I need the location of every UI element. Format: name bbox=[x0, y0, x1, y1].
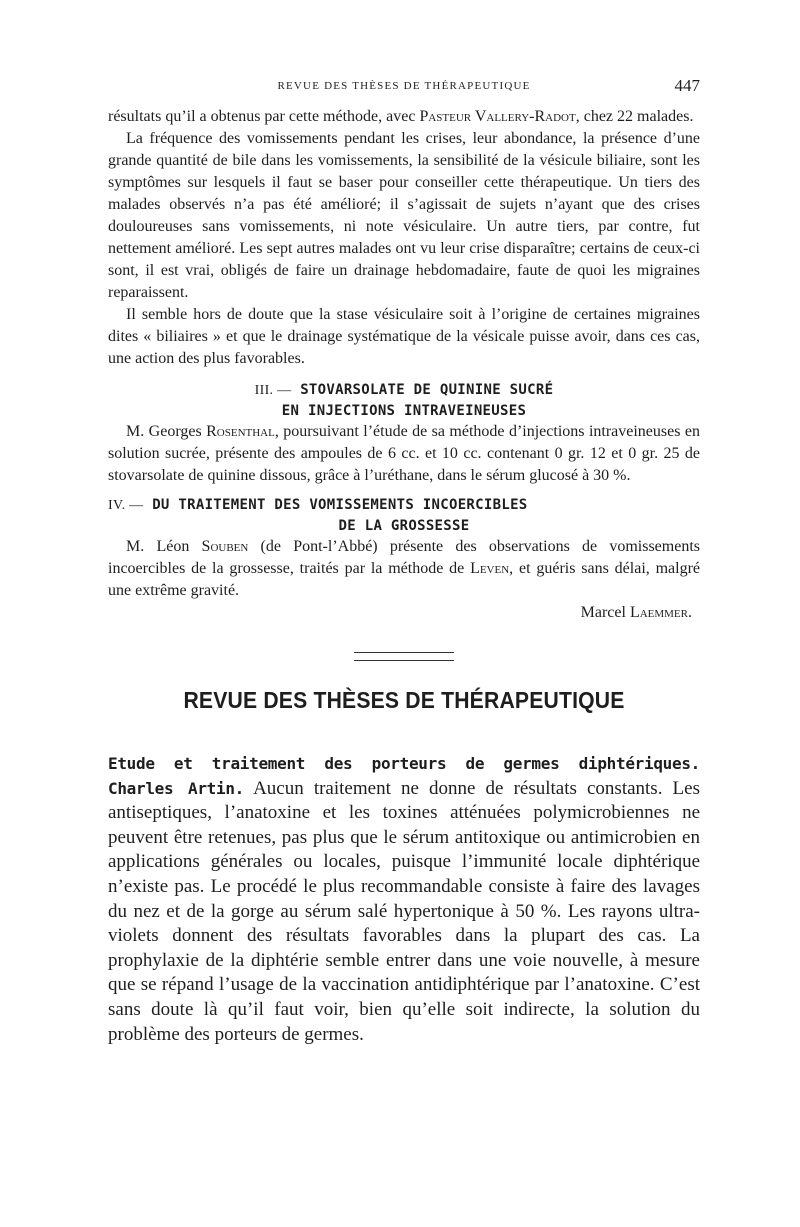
section-4-title-line-1: DU TRAITEMENT DES VOMISSEMENTS INCOERCIBLES bbox=[152, 497, 528, 513]
thesis-paragraph bbox=[108, 752, 700, 1047]
section-4-number: IV. — bbox=[108, 498, 144, 513]
paragraph-1 bbox=[108, 106, 700, 128]
section-divider bbox=[108, 640, 700, 661]
running-title: REVUE DES THÈSES DE THÉRAPEUTIQUE bbox=[277, 80, 531, 92]
thesis-review bbox=[108, 752, 700, 1047]
section-3-text-a: M. Georges bbox=[126, 423, 207, 440]
divider-rule-bottom bbox=[354, 660, 454, 661]
signature-first-name: Marcel bbox=[580, 604, 630, 621]
main-title: REVUE DES THÈSES DE THÉRAPEUTIQUE bbox=[183, 687, 625, 713]
section-3-number: III. — bbox=[254, 383, 292, 398]
document-page bbox=[108, 76, 700, 1047]
divider-rule-top bbox=[354, 652, 454, 653]
section-3-text-b: , poursuivant l’étude de sa méthode d’injections intraveineuses en solution sucrée, présente des ampoules de 6 cc. et 10 cc. contenant 0 gr. 12 et 0 gr. 25 de stovarsolate de quinine dissous, grâce à l’uréthane, dans le sérum glucosé à 30 %. bbox=[108, 423, 701, 484]
signature bbox=[108, 602, 700, 624]
thesis-title: Etude et traitement des porteurs de germes diphtériques. Charles Artin. bbox=[108, 754, 700, 798]
paragraph-3: Il semble hors de doute que la stase vésiculaire soit à l’origine de certaines migraines dites « biliaires » et que le drainage systématique de la vésicale puisse avoir, dans ces cas, une action des plus favorables. bbox=[108, 306, 700, 367]
signature-last-name: Laemmer. bbox=[629, 604, 692, 621]
top-article-body bbox=[108, 106, 700, 624]
author-leven: Leven bbox=[470, 560, 510, 577]
section-3-title-line-1: STOVARSOLATE DE QUININE SUCRÉ bbox=[300, 382, 554, 398]
section-3-title-line-2: EN INJECTIONS INTRAVEINEUSES bbox=[281, 403, 527, 419]
section-4-text-b: (de Pont-l’Abbé) présente des observations de vomissements incoercibles de la grossesse, traités par la méthode de bbox=[108, 538, 700, 577]
section-4-heading bbox=[108, 495, 700, 536]
section-4-paragraph bbox=[108, 536, 700, 602]
running-header bbox=[108, 76, 700, 100]
paragraph-2: La fréquence des vomissements pendant les crises, leur abondance, la présence d’une grande quantité de bile dans les vomissements, la sensibilité de la vésicule biliaire, sont les symptômes sur lesquels il faut se baser pour conseiller cette thérapeutique. Un tiers des malades observés n’a pas été amélioré; il s’agissait de sujets n’ayant que des crises douloureuses sans vomissements, ni note vésiculaire. Un autre tiers, par contre, fut nettement amélioré. Les sept autres malades ont vu leur crise disparaître; certains de ceux-ci sont, il est vrai, obligés de faire un drainage hebdomadaire, faute de quoi les migraines reparaissent. bbox=[108, 130, 700, 301]
section-4-text-c: , et guéris sans délai, malgré une extrême gravité. bbox=[108, 560, 701, 599]
author-souben: Souben bbox=[201, 538, 249, 555]
author-rosenthal: Rosenthal bbox=[206, 423, 275, 440]
section-3-paragraph bbox=[108, 421, 700, 487]
section-4-text-a: M. Léon bbox=[126, 538, 202, 555]
section-4-title-line-2: DE LA GROSSESSE bbox=[338, 518, 470, 534]
thesis-text: Aucun traitement ne donne de résultats constants. Les antiseptiques, l’anatoxine et les toxines atténuées polymicrobiennes ne peuvent être retenues, pas plus que le sérum antitoxique ou antimicrobien en applications générales ou locales, puisque l’immunité locale diphtérique n’existe pas. Le procédé le plus recommandable consiste à faire des lavages du nez et de la gorge au sérum salé hypertonique à 50 %. Les rayons ultra-violets donnent des résultats favorables dans la plupart des cas. La prophylaxie de la diphtérie semble entrer dans une voie nouvelle, à mesure que se répand l’usage de la vaccination antidiphtérique par l’anatoxine. C’est sans doute là qu’il faut voir, bien qu’elle soit indirecte, la solution du problème des porteurs de germes. bbox=[108, 777, 700, 1045]
paragraph-1-text-b: , chez 22 malades. bbox=[575, 108, 694, 125]
paragraph-1-text-a: résultats qu’il a obtenus par cette méthode, avec bbox=[108, 108, 420, 125]
author-names: Pasteur Vallery-Radot bbox=[419, 108, 576, 125]
page-number: 447 bbox=[674, 76, 700, 95]
section-3-heading bbox=[108, 380, 700, 421]
